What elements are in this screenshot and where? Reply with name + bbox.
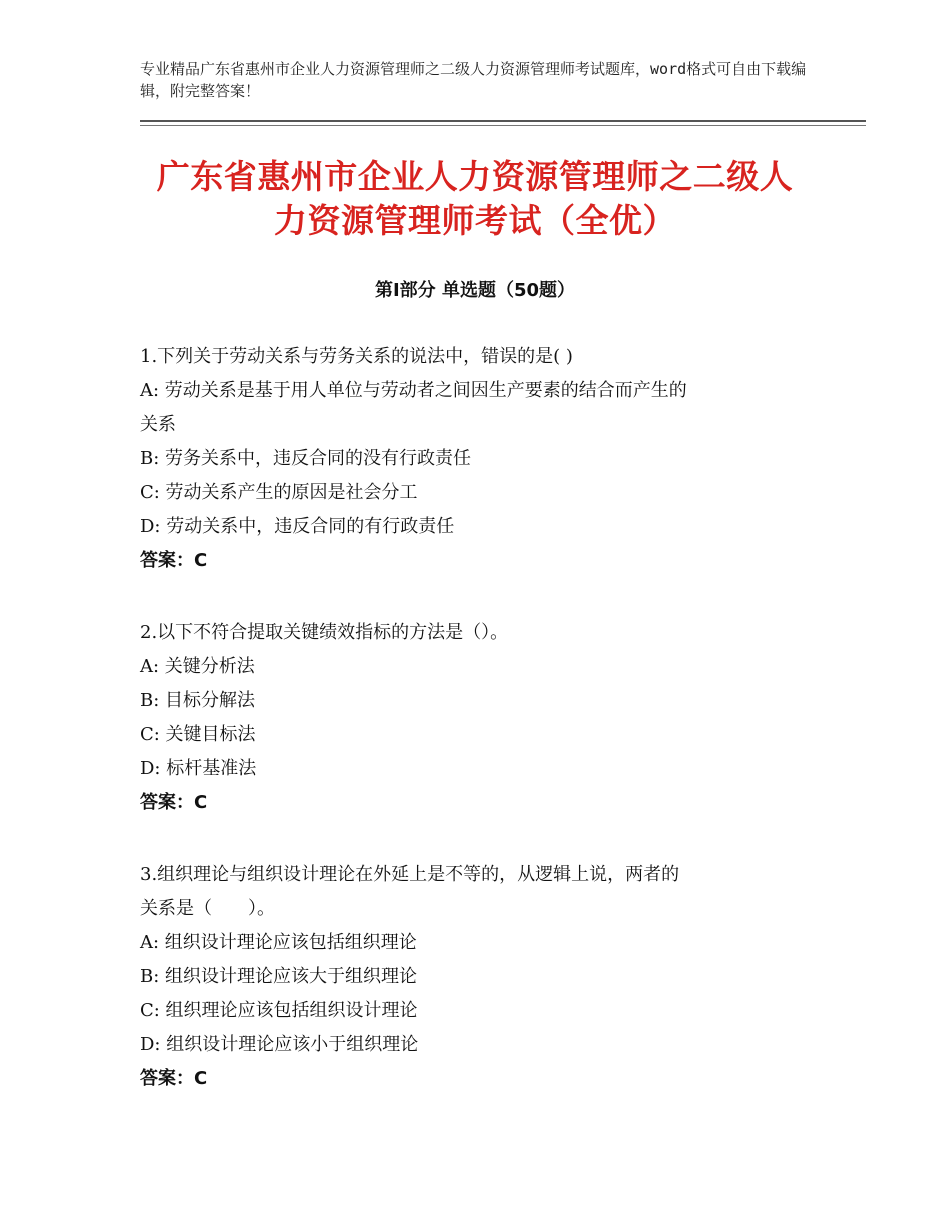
question-3-option-c: C: 组织理论应该包括组织设计理论 <box>140 1000 418 1021</box>
question-2 <box>140 616 830 820</box>
question-3-stem-cont: 关系是（ ）。 <box>140 898 275 919</box>
document-title <box>100 155 850 243</box>
answer-prefix: 答案： <box>140 550 194 571</box>
header-note: 专业精品广东省惠州市企业人力资源管理师之二级人力资源管理师考试题库，word格式可自由下载编辑，附完整答案！ <box>140 60 807 100</box>
question-3-stem: 3.组织理论与组织设计理论在外延上是不等的，从逻辑上说，两者的 <box>140 864 680 885</box>
section-title: 第Ⅰ部分 单选题（50题） <box>374 280 575 301</box>
question-1 <box>140 340 830 578</box>
header-divider-thin <box>140 125 866 126</box>
question-1-option-b: B: 劳务关系中，违反合同的没有行政责任 <box>140 448 472 469</box>
question-1-option-c: C: 劳动关系产生的原因是社会分工 <box>140 482 418 503</box>
question-2-option-a: A: 关键分析法 <box>140 656 255 677</box>
document-title-line-2: 力资源管理师考试（全优） <box>274 201 676 240</box>
answer-value: C <box>194 550 208 571</box>
question-1-option-d: D: 劳动关系中，违反合同的有行政责任 <box>140 516 455 537</box>
question-1-answer <box>140 544 830 578</box>
question-2-option-d: D: 标杆基准法 <box>140 758 257 779</box>
question-3-option-a: A: 组织设计理论应该包括组织理论 <box>140 932 417 953</box>
answer-prefix: 答案： <box>140 792 194 813</box>
answer-prefix: 答案： <box>140 1068 194 1089</box>
answer-value: C <box>194 1068 208 1089</box>
document-title-line-1: 广东省惠州市企业人力资源管理师之二级人 <box>156 157 794 196</box>
question-1-option-a-cont: 关系 <box>140 414 176 435</box>
question-3-option-b: B: 组织设计理论应该大于组织理论 <box>140 966 418 987</box>
header-divider-thick <box>140 120 866 122</box>
question-3 <box>140 858 830 1096</box>
answer-value: C <box>194 792 208 813</box>
question-3-answer <box>140 1062 830 1096</box>
question-2-stem: 2.以下不符合提取关键绩效指标的方法是（）。 <box>140 622 509 643</box>
question-3-option-d: D: 组织设计理论应该小于组织理论 <box>140 1034 419 1055</box>
question-1-stem: 1.下列关于劳动关系与劳务关系的说法中，错误的是( ) <box>140 346 573 367</box>
question-list <box>140 340 830 1134</box>
question-2-option-c: C: 关键目标法 <box>140 724 256 745</box>
question-2-option-b: B: 目标分解法 <box>140 690 256 711</box>
question-1-option-a: A: 劳动关系是基于用人单位与劳动者之间因生产要素的结合而产生的 <box>140 380 687 401</box>
question-2-answer <box>140 786 830 820</box>
